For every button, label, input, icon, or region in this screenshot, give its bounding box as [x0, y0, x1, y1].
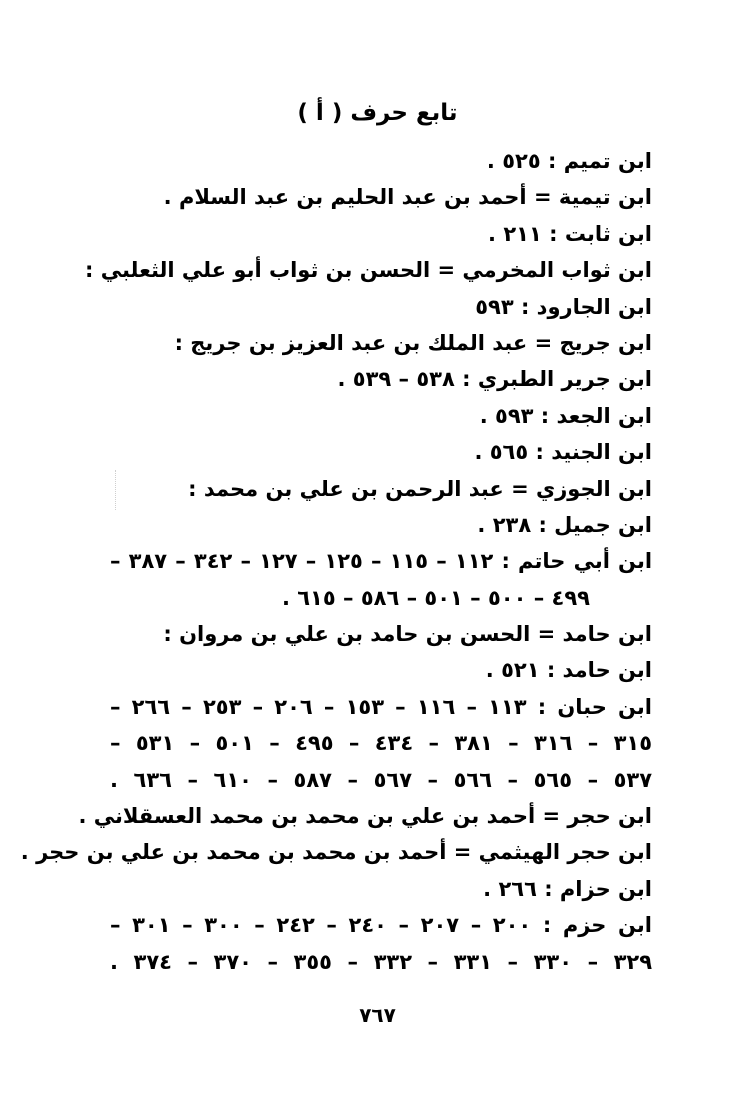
section-title: تابع حرف ( أ ) [297, 100, 458, 126]
index-entries [20, 143, 653, 980]
index-entry: ابن الجارود : ٥٩٣ [475, 294, 652, 319]
index-entry: ابن جريج = عبد الملك بن عبد العزيز بن جريج : [174, 330, 652, 355]
index-entry: ابن حزم : ٢٠٠ – ٢٠٧ – ٢٤٠ – ٢٤٢ – ٣٠٠ – ٣٠١ – [110, 913, 652, 938]
index-entry: ابن حجر = أحمد بن علي بن محمد بن محمد العسقلاني . [78, 804, 652, 829]
index-entry: ابن حبان : ١١٣ – ١١٦ – ١٥٣ – ٢٠٦ – ٢٥٣ – ٢٦٦ – [110, 694, 653, 719]
index-entry: ابن أبي حاتم : ١١٢ – ١١٥ – ١٢٥ – ١٢٧ – ٣٤٢ – ٣٨٧ – [110, 549, 653, 574]
index-entry-continuation: ٣١٥ – ٣١٦ – ٣٨١ – ٤٣٤ – ٤٩٥ – ٥٠١ – ٥٣١ – [110, 731, 653, 756]
index-entry-continuation: ٣٢٩ – ٣٣٠ – ٣٣١ – ٣٣٢ – ٣٥٥ – ٣٧٠ – ٣٧٤ . [110, 949, 653, 974]
index-entry: ابن ثواب المخرمي = الحسن بن ثواب أبو علي الثعلبي : [85, 258, 652, 283]
index-entry-continuation: ٤٩٩ – ٥٠٠ – ٥٠١ – ٥٨٦ – ٦١٥ . [281, 585, 590, 610]
page-number: ٧٦٧ [359, 1003, 396, 1027]
index-entry: ابن الجعد : ٥٩٣ . [479, 403, 652, 428]
index-entry: ابن حامد = الحسن بن حامد بن علي بن مروان : [163, 622, 652, 647]
index-entry-continuation: ٥٣٧ – ٥٦٥ – ٥٦٦ – ٥٦٧ – ٥٨٧ – ٦١٠ – ٦٣٦ . [110, 767, 653, 792]
index-entry: ابن جميل : ٢٣٨ . [477, 512, 652, 537]
index-entry: ابن تيمية = أحمد بن عبد الحليم بن عبد السلام . [163, 185, 652, 210]
index-entry: ابن جرير الطبري : ٥٣٨ – ٥٣٩ . [337, 367, 652, 392]
index-entry: ابن حزام : ٢٦٦ . [483, 876, 652, 901]
index-entry: ابن الجوزي = عبد الرحمن بن علي بن محمد : [188, 476, 652, 501]
index-entry: ابن تميم : ٥٢٥ . [486, 149, 652, 173]
index-entry: ابن حجر الهيثمي = أحمد بن محمد بن محمد بن علي بن حجر . [20, 840, 652, 865]
index-entry: ابن الجنيد : ٥٦٥ . [474, 440, 652, 465]
index-entry: ابن ثابت : ٢١١ . [488, 221, 652, 246]
index-entry: ابن حامد : ٥٢١ . [485, 658, 652, 683]
